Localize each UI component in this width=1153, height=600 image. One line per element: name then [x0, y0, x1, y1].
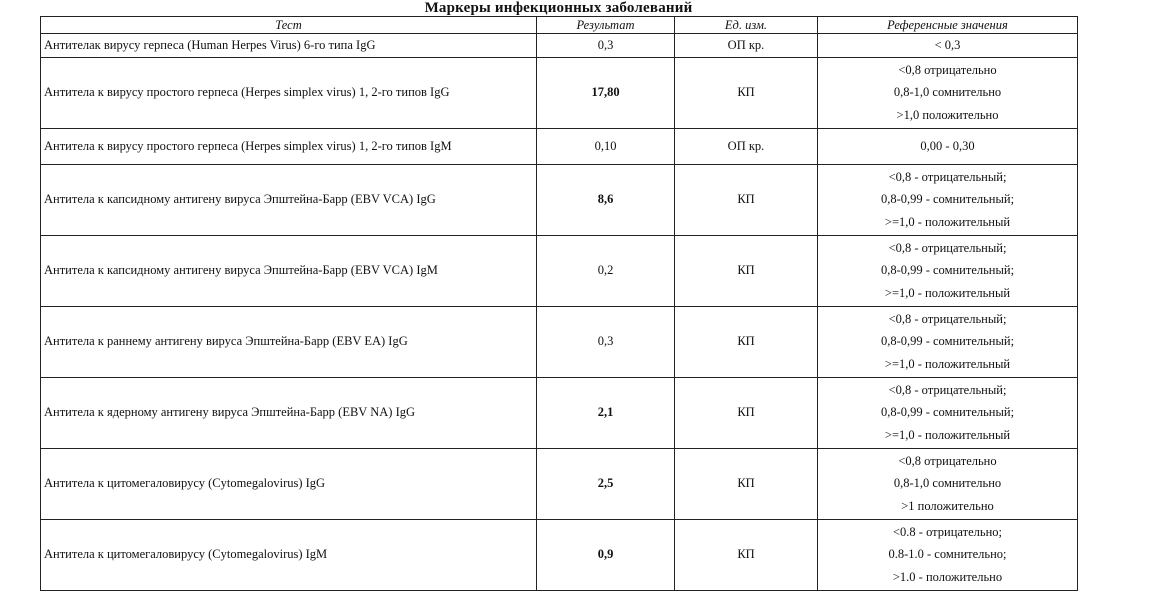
reference-line: < 0,3	[934, 38, 961, 52]
table-row	[41, 57, 1078, 128]
reference-cell	[818, 128, 1078, 164]
result-cell: 2,1	[537, 377, 675, 448]
reference-cell	[818, 306, 1078, 377]
table-row	[41, 306, 1078, 377]
reference-cell	[818, 448, 1078, 519]
column-header-reference: Референсные значения	[818, 17, 1078, 34]
reference-line: <0,8 - отрицательный;	[888, 169, 1007, 184]
reference-line: <0,8 - отрицательный;	[888, 382, 1007, 397]
result-cell: 0,9	[537, 519, 675, 590]
reference-cell	[818, 377, 1078, 448]
result-cell: 0,3	[537, 306, 675, 377]
reference-line: >1,0 положительно	[896, 107, 999, 122]
test-name-cell: Антителак вирусу герпеса (Human Herpes Virus) 6-го типа IgG	[41, 34, 537, 58]
reference-line: >=1,0 - положительный	[884, 285, 1011, 300]
reference-line: 0,8-0,99 - сомнительный;	[880, 405, 1015, 420]
reference-line: 0,8-1,0 сомнительно	[893, 85, 1002, 100]
unit-cell: ОП кр.	[675, 34, 818, 58]
table-row	[41, 34, 1078, 58]
reference-line: <0,8 - отрицательный;	[888, 311, 1007, 326]
result-cell: 0,3	[537, 34, 675, 58]
reference-line: <0.8 - отрицательно;	[892, 524, 1002, 539]
reference-cell	[818, 34, 1078, 58]
test-name-cell: Антитела к цитомегаловирусу (Cytomegalovirus) IgG	[41, 448, 537, 519]
test-name-cell: Антитела к капсидному антигену вируса Эпштейна-Барр (EBV VCA) IgG	[41, 164, 537, 235]
column-header-result: Результат	[537, 17, 675, 34]
reference-line: >=1,0 - положительный	[884, 427, 1011, 442]
reference-line: 0,8-0,99 - сомнительный;	[880, 334, 1015, 349]
table-row	[41, 128, 1078, 164]
reference-line: >=1,0 - положительный	[884, 356, 1011, 371]
unit-cell: КП	[675, 164, 818, 235]
unit-cell: КП	[675, 306, 818, 377]
table-row	[41, 235, 1078, 306]
reference-line: 0.8-1.0 - сомнительно;	[888, 547, 1007, 562]
reference-line: >=1,0 - положительный	[884, 214, 1011, 229]
reference-cell	[818, 519, 1078, 590]
table-row	[41, 448, 1078, 519]
table-row	[41, 164, 1078, 235]
reference-line: >1 положительно	[901, 498, 994, 513]
result-cell: 8,6	[537, 164, 675, 235]
result-cell: 2,5	[537, 448, 675, 519]
report-title: Маркеры инфекционных заболеваний	[424, 0, 693, 16]
table-row	[41, 377, 1078, 448]
reference-cell	[818, 164, 1078, 235]
table-row	[41, 519, 1078, 590]
test-name-cell: Антитела к вирусу простого герпеса (Herpes simplex virus) 1, 2-го типов IgG	[41, 57, 537, 128]
reference-line: 0,8-0,99 - сомнительный;	[880, 263, 1015, 278]
unit-cell: ОП кр.	[675, 128, 818, 164]
test-name-cell: Антитела к капсидному антигену вируса Эпштейна-Барр (EBV VCA) IgM	[41, 235, 537, 306]
unit-cell: КП	[675, 448, 818, 519]
table-header-row	[41, 17, 1078, 34]
reference-line: <0,8 - отрицательный;	[888, 240, 1007, 255]
unit-cell: КП	[675, 377, 818, 448]
test-name-cell: Антитела к ядерному антигену вируса Эпштейна-Барр (EBV NA) IgG	[41, 377, 537, 448]
unit-cell: КП	[675, 519, 818, 590]
table-body	[41, 34, 1078, 591]
test-name-cell: Антитела к раннему антигену вируса Эпштейна-Барр (EBV EA) IgG	[41, 306, 537, 377]
column-header-test: Тест	[41, 17, 537, 34]
reference-cell	[818, 57, 1078, 128]
reference-line: 0,8-1,0 сомнительно	[893, 476, 1002, 491]
result-cell: 0,10	[537, 128, 675, 164]
test-name-cell: Антитела к вирусу простого герпеса (Herpes simplex virus) 1, 2-го типов IgM	[41, 128, 537, 164]
reference-line: <0,8 отрицательно	[898, 453, 997, 468]
unit-cell: КП	[675, 57, 818, 128]
result-cell: 17,80	[537, 57, 675, 128]
reference-line: 0,00 - 0,30	[920, 138, 975, 153]
reference-line: <0,8 отрицательно	[898, 62, 997, 77]
test-name-cell: Антитела к цитомегаловирусу (Cytomegalovirus) IgM	[41, 519, 537, 590]
results-table	[40, 16, 1078, 591]
reference-line: >1.0 - положительно	[892, 569, 1003, 584]
reference-cell	[818, 235, 1078, 306]
lab-report	[40, 0, 1077, 591]
reference-line: 0,8-0,99 - сомнительный;	[880, 192, 1015, 207]
unit-cell: КП	[675, 235, 818, 306]
result-cell: 0,2	[537, 235, 675, 306]
column-header-unit: Ед. изм.	[675, 17, 818, 34]
